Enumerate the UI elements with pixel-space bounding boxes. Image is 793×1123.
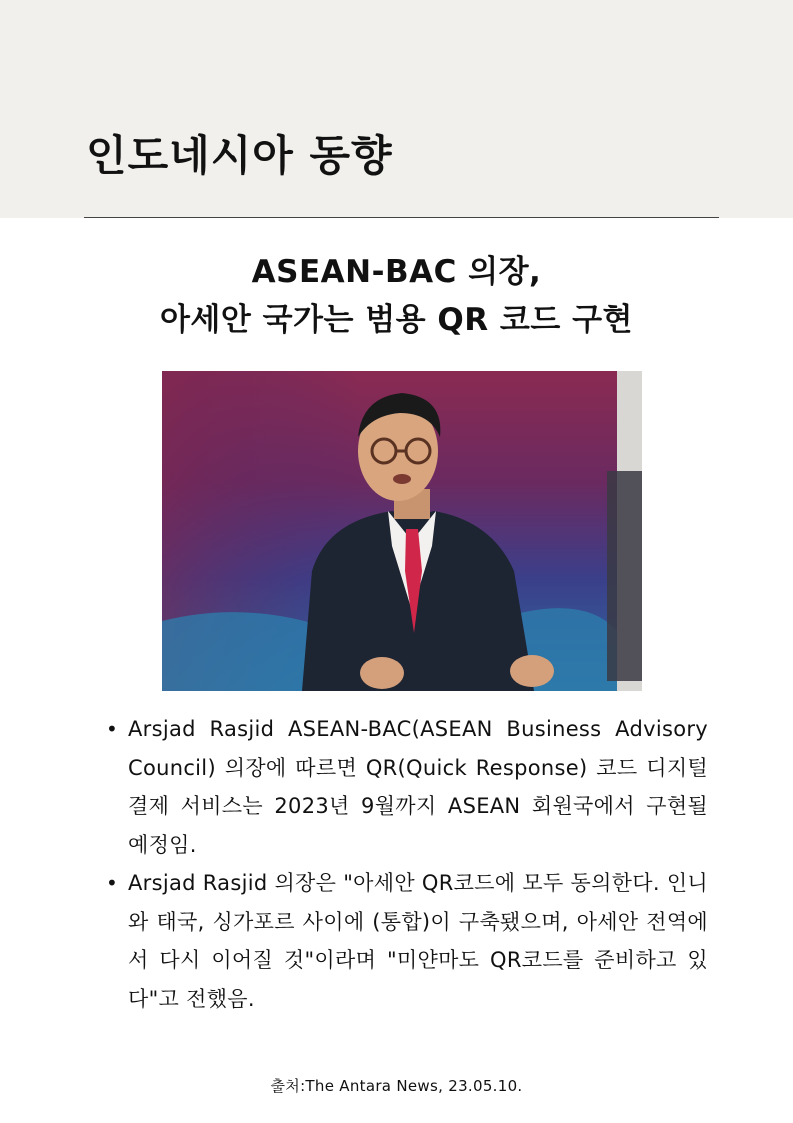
article-photo (162, 371, 642, 691)
list-item (104, 710, 708, 864)
article-title-line-1: ASEAN-BAC 의장, (251, 254, 542, 290)
bullet-list (104, 710, 708, 1018)
bullet-text: Arsjad Rasjid 의장은 "아세안 QR코드에 모두 동의한다. 인니와 태국, 싱가포르 사이에 (통합)이 구축됐으며, 아세안 전역에서 다시 이어질 것"이라며 "미얀마도 QR코드를 준비하고 있다"고 전했음. (128, 871, 708, 1011)
page-title: 인도네시아 동향 (86, 131, 393, 180)
article-title-line-2: 아세안 국가는 범용 QR 코드 구현 (159, 302, 634, 338)
source-citation: 출처:The Antara News, 23.05.10. (270, 1077, 523, 1095)
header-divider (84, 217, 719, 218)
bullet-dot-icon: • (106, 871, 119, 895)
bullet-text: Arsjad Rasjid ASEAN-BAC(ASEAN Business Advisory Council) 의장에 따르면 QR(Quick Response) 코드 디지털 결제 서비스는 2023년 9월까지 ASEAN 회원국에서 구현될 예정임. (128, 717, 708, 857)
bullet-dot-icon: • (106, 717, 119, 741)
list-item (104, 864, 708, 1018)
